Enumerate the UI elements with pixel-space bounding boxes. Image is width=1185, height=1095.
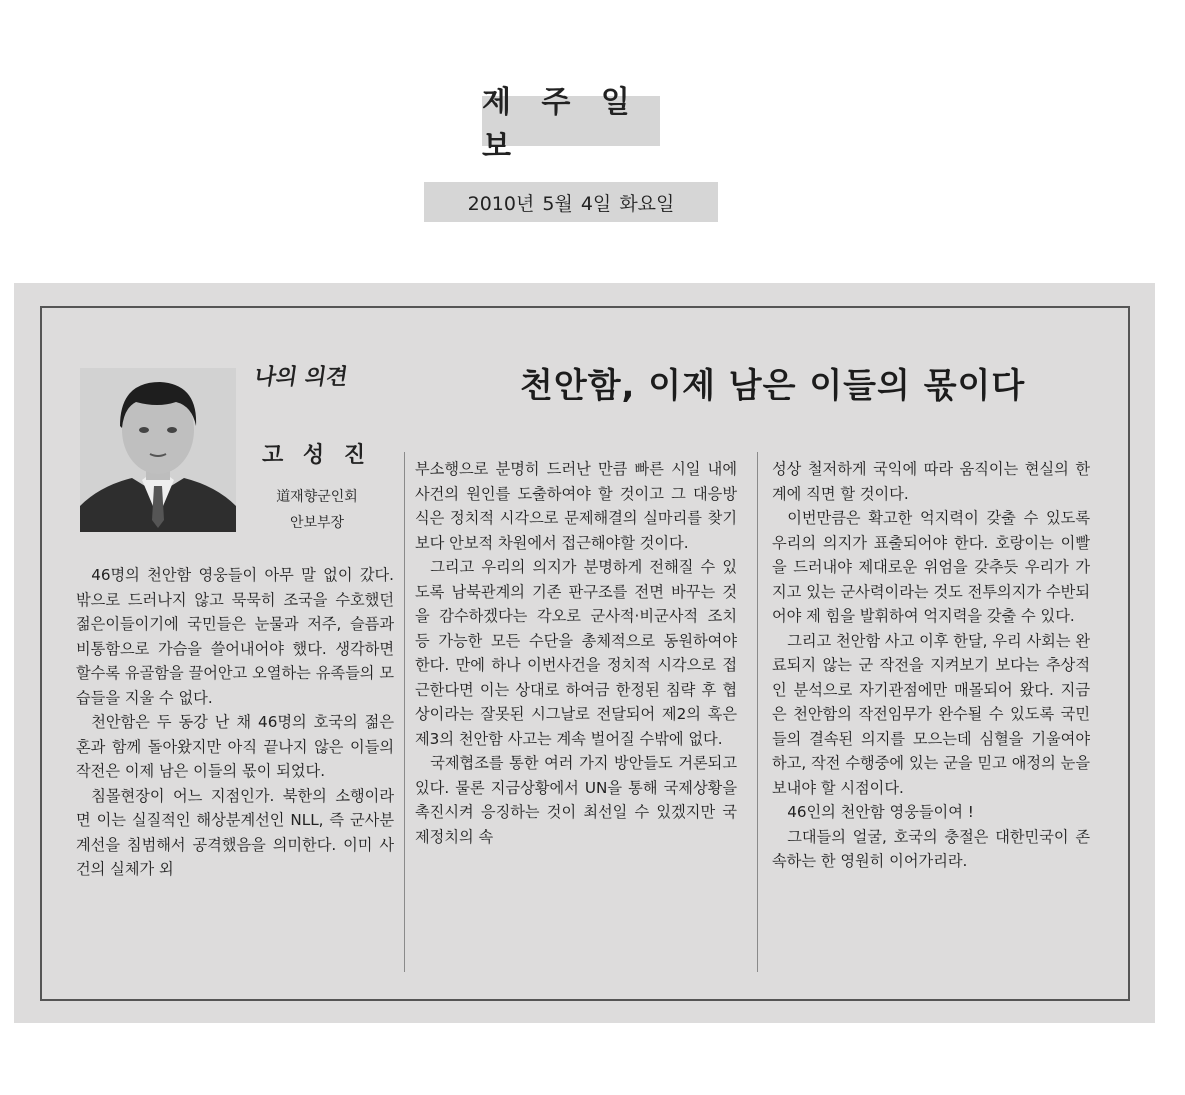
publication-date: 2010년 5월 4일 화요일 (424, 182, 718, 222)
author-portrait-image (80, 368, 236, 532)
article-column-3 (772, 457, 1090, 874)
article-column-2 (415, 457, 737, 849)
paragraph: 46인의 천안함 영웅들이여 ! (787, 803, 974, 821)
paragraph: 그리고 천안함 사고 이후 한달, 우리 사회는 완료되지 않는 군 작전을 지켜보기 보다는 추상적인 분석으로 자기관점에만 매몰되어 왔다. 지금은 천안함의 작전임무가 완수될 수 있도록 국민들의 결속된 의지를 모으는데 심혈을 기울여야 하고, 작전 수행중에 있는 군을 믿고 애정의 눈을 보내야 할 시점이다. (772, 631, 1090, 797)
paragraph: 46명의 천안함 영웅들이 아무 말 없이 갔다. 밖으로 드러나지 않고 묵묵히 조국을 수호했던 젊은이들이기에 국민들은 눈물과 저주, 슬픔과 비통함으로 가슴을 쓸어내어야 했다. 생각하면 할수록 유골함을 끌어안고 오열하는 유족들의 모습들을 지울 수 없다. (76, 566, 394, 707)
author-affiliation (266, 484, 368, 536)
column-divider (404, 452, 405, 972)
author-position: 안보부장 (289, 515, 345, 531)
column-divider (757, 452, 758, 972)
paragraph: 천안함은 두 동강 난 채 46명의 호국의 젊은 혼과 함께 돌아왔지만 아직 끝나지 않은 이들의 작전은 이제 남은 이들의 몫이 되었다. (76, 713, 394, 780)
paragraph: 국제협조를 통한 여러 가지 방안들도 거론되고 있다. 물론 지금상황에서 UN을 통해 국제상황을 촉진시켜 응징하는 것이 최선일 수 있겠지만 국제정치의 속 (415, 754, 737, 846)
paragraph: 침몰현장이 어느 지점인가. 북한의 소행이라면 이는 실질적인 해상분계선인 NLL, 즉 군사분계선을 침범해서 공격했음을 의미한다. 이미 사건의 실체가 외 (76, 786, 394, 878)
paragraph: 그대들의 얼굴, 호국의 충절은 대한민국이 존속하는 한 영원히 이어가리라. (772, 827, 1090, 870)
author-photo (80, 368, 236, 532)
newspaper-masthead: 제 주 일 보 (482, 96, 660, 146)
article-headline: 천안함, 이제 남은 이들의 몫이다 (520, 366, 1026, 406)
column-label: 나의 의견 (252, 364, 350, 390)
paragraph: 이번만큼은 확고한 억지력이 갖출 수 있도록 우리의 의지가 표출되어야 한다. 호랑이는 이빨을 드러내야 제대로운 위엄을 갖추듯 우리가 가지고 있는 군사력이라는 것도 전투의지가 수반되어야 제 힘을 발휘하여 억지력을 갖출 수 있다. (772, 509, 1090, 625)
article-column-1 (76, 563, 394, 882)
paragraph: 그리고 우리의 의지가 분명하게 전해질 수 있도록 남북관계의 기존 판구조를 전면 바꾸는 것을 감수하겠다는 각오로 군사적·비군사적 조치 등 가능한 모든 수단을 총체적으로 동원하여야 한다. 만에 하나 이번사건을 정치적 시각으로 접근한다면 이는 상대로 하여금 한정된 침략 후 협상이라는 잘못된 시그날로 전달되어 제2의 혹은 제3의 천안함 사고는 계속 벌어질 수밖에 없다. (415, 558, 737, 748)
author-organization: 道재향군인회 (276, 489, 358, 505)
paragraph: 부소행으로 분명히 드러난 만큼 빠른 시일 내에 사건의 원인를 도출하여야 할 것이고 그 대응방식은 정치적 시각으로 문제해결의 실마리를 찾기보다 안보적 차원에서 접근해야할 것이다. (415, 460, 737, 552)
author-name: 고 성 진 (262, 443, 372, 468)
paragraph: 성상 철저하게 국익에 따라 움직이는 현실의 한계에 직면 할 것이다. (772, 460, 1090, 503)
